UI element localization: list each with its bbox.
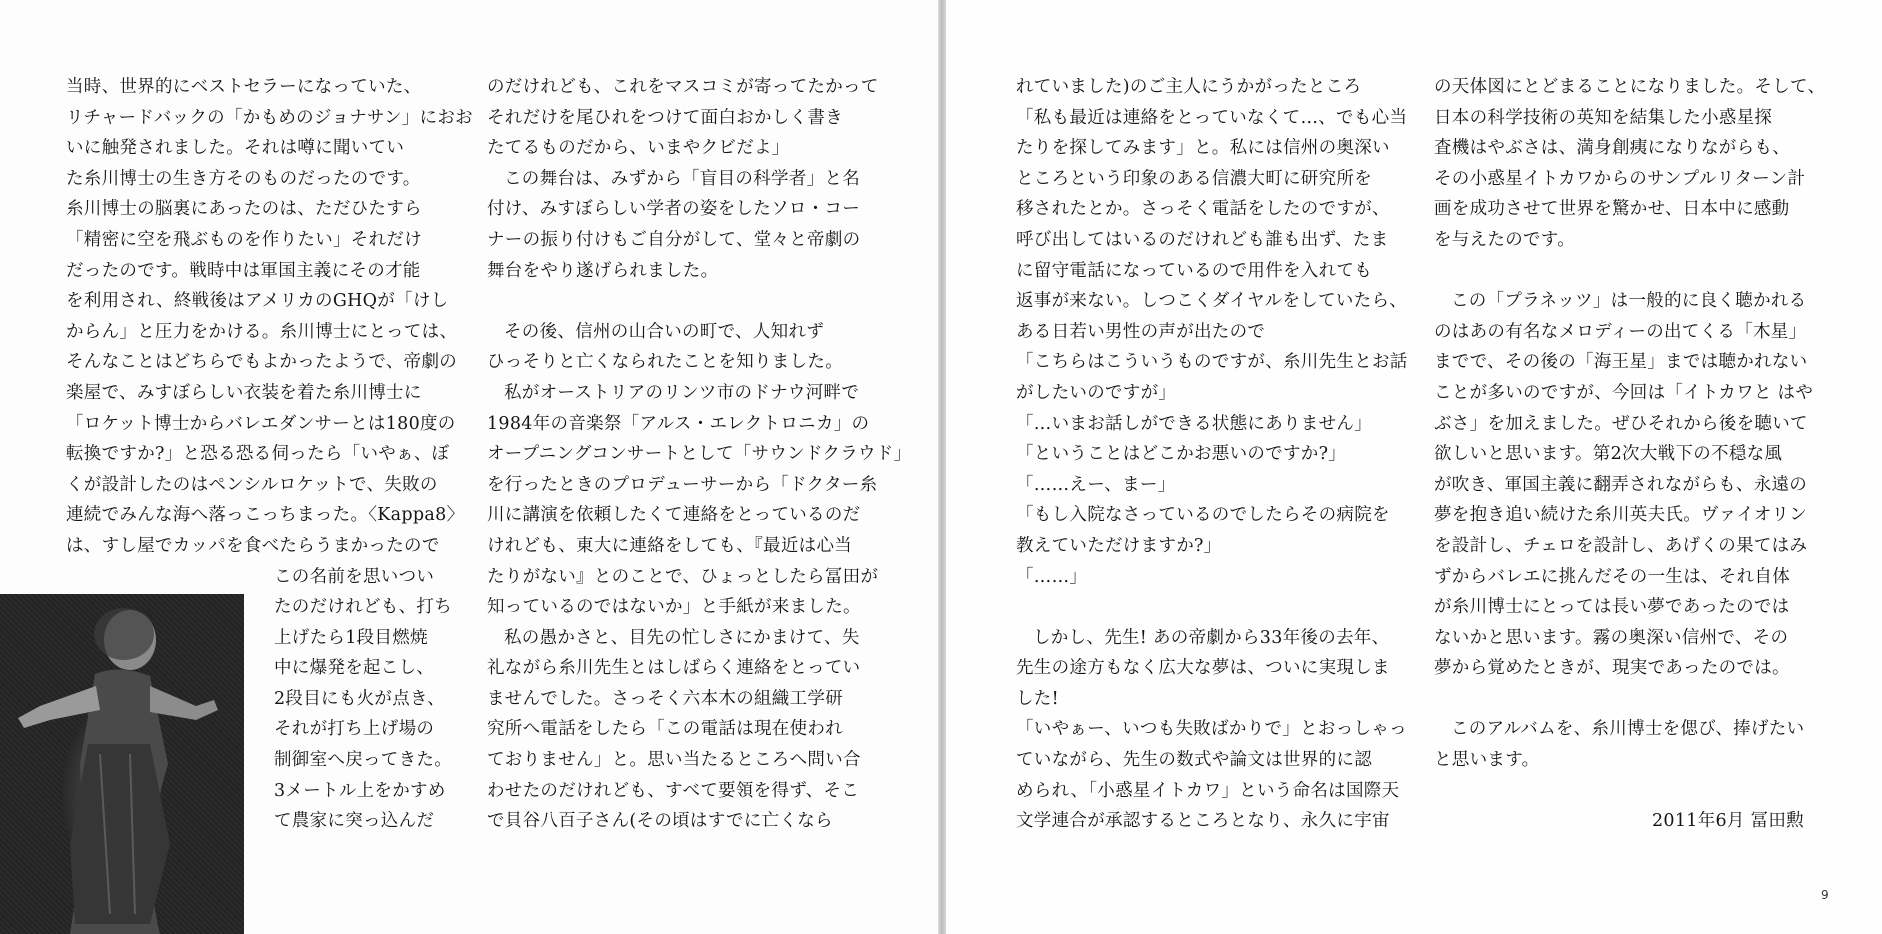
paragraph-gap bbox=[487, 286, 873, 317]
text-line: 上げたら1段目燃焼 bbox=[274, 627, 428, 648]
page-number: 9 bbox=[1821, 888, 1829, 902]
text-line: 「……えー、まー」 bbox=[1016, 474, 1176, 495]
text-line: 「……」 bbox=[1016, 566, 1088, 587]
text-line: 「精密に空を飛ぶものを作りたい」それだけ bbox=[66, 229, 422, 250]
text-line: 「ロケット博士からバレエダンサーとは180度の bbox=[66, 413, 456, 434]
text-line: 呼び出してはいるのだけれども誰も出ず、たま bbox=[1016, 229, 1389, 250]
text-line: 「こちらはこういうものですが、糸川先生とお話 bbox=[1016, 352, 1408, 373]
column-4 bbox=[1434, 72, 1834, 776]
text-line: 3メートル上をかすめ bbox=[274, 780, 446, 801]
text-line: を利用され、終戦後はアメリカのGHQが「けし bbox=[66, 291, 449, 312]
text-line: 「もし入院なさっているのでしたらその病院を bbox=[1016, 505, 1390, 526]
text-line: 日本の科学技術の英知を結集した小惑星探 bbox=[1434, 107, 1773, 128]
text-line: そんなことはどちらでもよかったようで、帝劇の bbox=[66, 352, 458, 373]
text-line: ところという印象のある信濃大町に研究所を bbox=[1016, 168, 1372, 189]
text-line: しかし、先生! あの帝劇から33年後の去年、 bbox=[1033, 627, 1390, 648]
text-line: 返事が来ない。しつこくダイヤルをしていたら、 bbox=[1016, 291, 1408, 312]
text-line: ひっそりと亡くなられたことを知りました。 bbox=[487, 352, 843, 373]
text-line: 夢から覚めたときが、現実であったのでは。 bbox=[1434, 658, 1790, 679]
text-line: けれども、東大に連絡をしても、『最近は心当 bbox=[487, 535, 853, 556]
text-line: た糸川博士の生き方そのものだったのです。 bbox=[66, 168, 421, 189]
text-line: 2段目にも火が点き、 bbox=[274, 688, 445, 709]
text-line: ことが多いのですが、今回は「イトカワと はや bbox=[1434, 382, 1814, 403]
text-line: 連続でみんな海へ落っこっちまった。〈Kappa8〉 bbox=[66, 505, 465, 526]
text-line: その後、信州の山合いの町で、人知れず bbox=[504, 321, 825, 342]
text-line: 楽屋で、みすぼらしい衣装を着た糸川博士に bbox=[66, 382, 422, 403]
text-line: 「いやぁー、いつも失敗ばかりで」とおっしゃっ bbox=[1016, 719, 1407, 740]
text-line: 制御室へ戻ってきた。 bbox=[274, 750, 452, 771]
text-line: ずからバレエに挑んだその一生は、それ自体 bbox=[1434, 566, 1790, 587]
text-line: ませんでした。さっそく六本木の組織工学研 bbox=[487, 688, 843, 709]
text-line: この名前を思いつい bbox=[274, 566, 435, 587]
text-line: 付け、みすぼらしい学者の姿をしたソロ・コー bbox=[487, 199, 861, 220]
text-line: だったのです。戦時中は軍国主義にその才能 bbox=[66, 260, 421, 281]
text-line: で貝谷八百子さん(その頃はすでに亡くなら bbox=[487, 811, 833, 832]
text-line: からん」と圧力をかける。糸川博士にとっては、 bbox=[66, 321, 458, 342]
text-line: に留守電話になっているので用件を入れても bbox=[1016, 260, 1372, 281]
column-3 bbox=[1016, 72, 1408, 837]
paragraph-gap bbox=[1016, 592, 1402, 623]
column-2 bbox=[487, 72, 912, 837]
text-line: わせたのだけれども、すべて要領を得ず、そこ bbox=[487, 780, 860, 801]
dancer-silhouette-icon bbox=[0, 594, 244, 934]
text-line: 査機はやぶさは、満身創痍になりながらも、 bbox=[1434, 138, 1790, 159]
text-line: 礼ながら糸川先生とはしばらく連絡をとってい bbox=[487, 658, 861, 679]
text-line: を与えたのです。 bbox=[1434, 229, 1575, 250]
text-line: いに触発されました。それは噂に聞いてい bbox=[66, 138, 405, 159]
text-line: それだけを尾ひれをつけて面白おかしく書き bbox=[487, 107, 843, 128]
text-line: が吹き、軍国主義に翻弄されながらも、永遠の bbox=[1434, 474, 1808, 495]
text-line: のはあの有名なメロディーの出てくる「木星」 bbox=[1434, 321, 1807, 342]
text-line: くが設計したのはペンシルロケットで、失敗の bbox=[66, 474, 438, 495]
text-line: 舞台をやり遂げられました。 bbox=[487, 260, 719, 281]
dancer-photo bbox=[0, 594, 244, 934]
text-line: 「私も最近は連絡をとっていなくて…、でも心当 bbox=[1016, 107, 1408, 128]
text-line: 教えていただけますか?」 bbox=[1016, 535, 1222, 556]
text-line: 糸川博士の脳裏にあったのは、ただひたすら bbox=[66, 199, 422, 220]
text-line: は、すし屋でカッパを食べたらうまかったので bbox=[66, 535, 440, 556]
text-line: 私の愚かさと、目先の忙しさにかまけて、失 bbox=[504, 627, 860, 648]
text-line: 中に爆発を起こし、 bbox=[274, 658, 435, 679]
text-line: たりを探してみます」と。私には信州の奥深い bbox=[1016, 138, 1390, 159]
text-line: ないかと思います。霧の奥深い信州で、その bbox=[1434, 627, 1789, 648]
text-line: その小惑星イトカワからのサンプルリターン計 bbox=[1434, 168, 1806, 189]
text-line: 「ということはどこかお悪いのですか?」 bbox=[1016, 444, 1347, 465]
text-line: 夢を抱き追い続けた糸川英夫氏。ヴァイオリン bbox=[1434, 505, 1808, 526]
text-line: たてるものだから、いまやクビだよ」 bbox=[487, 138, 790, 159]
text-line: この「プラネッツ」は一般的に良く聴かれる bbox=[1451, 291, 1807, 312]
text-line: 欲しいと思います。第2次大戦下の不穏な風 bbox=[1434, 444, 1783, 465]
text-line: を行ったときのプロデューサーから「ドクター糸 bbox=[487, 474, 878, 495]
text-line: 画を成功させて世界を驚かせ、日本中に感動 bbox=[1434, 199, 1790, 220]
paragraph-gap bbox=[1434, 684, 1834, 715]
text-line: 「…いまお話しができる状態にありません」 bbox=[1016, 413, 1372, 434]
text-line: した! bbox=[1016, 688, 1059, 709]
text-line: オープニングコンサートとして「サウンドクラウド」 bbox=[487, 444, 912, 465]
text-line: たりがない』とのことで、ひょっとしたら冨田が bbox=[487, 566, 879, 587]
text-line: 移されたとか。さっそく電話をしたのですが、 bbox=[1016, 199, 1390, 220]
text-line: 究所へ電話をしたら「この電話は現在使われ bbox=[487, 719, 843, 740]
text-line: て農家に突っ込んだ bbox=[274, 811, 435, 832]
text-line: がしたいのですが」 bbox=[1016, 382, 1177, 403]
text-line: このアルバムを、糸川博士を偲び、捧げたい bbox=[1451, 719, 1805, 740]
text-line: ナーの振り付けもご自分がして、堂々と帝劇の bbox=[487, 229, 861, 250]
text-line: が糸川博士にとっては長い夢であったのでは bbox=[1434, 597, 1790, 618]
text-line: 先生の途方もなく広大な夢は、ついに実現しま bbox=[1016, 658, 1390, 679]
text-line: この舞台は、みずから「盲目の科学者」と名 bbox=[504, 168, 860, 189]
text-line: 当時、世界的にベストセラーになっていた、 bbox=[66, 77, 422, 97]
text-line: ある日若い男性の声が出たので bbox=[1016, 321, 1266, 342]
paragraph-gap bbox=[1434, 256, 1834, 287]
text-line: ぶさ」を加えました。ぜひそれから後を聴いて bbox=[1434, 413, 1808, 434]
text-line: までで、その後の「海王星」までは聴かれない bbox=[1434, 352, 1808, 373]
text-line: ておりません」と。思い当たるところへ問い合 bbox=[487, 750, 861, 771]
text-line: 転換ですか?」と恐る恐る伺ったら「いやぁ、ぼ bbox=[66, 444, 450, 465]
text-line: 知っているのではないか」と手紙が来ました。 bbox=[487, 597, 861, 618]
signature: 2011年6月 冨田勲 bbox=[1651, 811, 1804, 831]
text-line: められ、「小惑星イトカワ」という命名は国際天 bbox=[1016, 780, 1400, 801]
text-line: リチャードバックの「かもめのジョナサン」におお bbox=[66, 107, 473, 128]
center-gutter bbox=[938, 0, 946, 934]
text-line: 川に講演を依頼したくて連絡をとっているのだ bbox=[487, 505, 861, 526]
text-line: 私がオーストリアのリンツ市のドナウ河畔で bbox=[504, 382, 860, 403]
left-page bbox=[0, 0, 938, 934]
text-line: れていました)のご主人にうかがったところ bbox=[1016, 77, 1362, 97]
text-line: 1984年の音楽祭「アルス・エレクトロニカ」の bbox=[487, 413, 870, 434]
text-line: ていながら、先生の数式や論文は世界的に認 bbox=[1016, 750, 1372, 771]
text-line: と思います。 bbox=[1434, 750, 1540, 771]
text-line: のだけれども、これをマスコミが寄ってたかって bbox=[487, 77, 879, 97]
text-line: 文学連合が承認するところとなり、永久に宇宙 bbox=[1016, 811, 1390, 832]
text-line: たのだけれども、打ち bbox=[274, 597, 452, 618]
text-line: それが打ち上げ場の bbox=[274, 719, 435, 740]
text-line: の天体図にとどまることになりました。そして、 bbox=[1434, 77, 1826, 97]
text-line: を設計し、チェロを設計し、あげくの果てはみ bbox=[1434, 535, 1808, 556]
